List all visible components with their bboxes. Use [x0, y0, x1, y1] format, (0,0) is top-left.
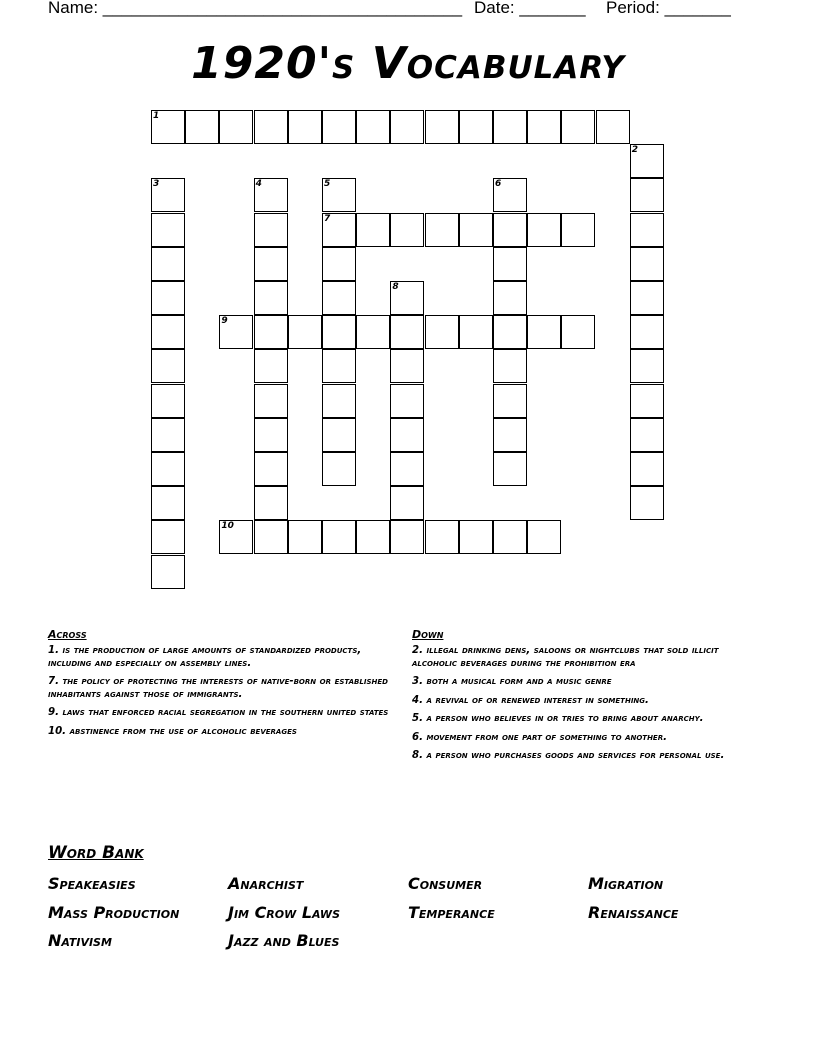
page-title: 1920's Vocabulary — [191, 38, 625, 89]
period-field[interactable]: Period: _______ — [606, 0, 731, 17]
grid-cell[interactable] — [322, 110, 356, 144]
word-bank-item: Renaissance — [588, 903, 679, 922]
grid-cell[interactable] — [493, 452, 527, 486]
clue-down-6: 6. movement from one part of something to another. — [412, 731, 667, 743]
word-bank-item: Mass Production — [48, 903, 180, 922]
grid-cell[interactable] — [493, 110, 527, 144]
grid-cell[interactable] — [630, 384, 664, 418]
grid-cell[interactable] — [493, 247, 527, 281]
grid-cell[interactable] — [630, 213, 664, 247]
grid-cell[interactable] — [630, 486, 664, 520]
grid-cell[interactable] — [493, 281, 527, 315]
grid-cell[interactable] — [151, 281, 185, 315]
grid-cell[interactable] — [425, 520, 459, 554]
clue-number: 6 — [495, 179, 502, 190]
grid-cell[interactable] — [322, 418, 356, 452]
grid-cell[interactable] — [254, 486, 288, 520]
grid-cell[interactable] — [254, 384, 288, 418]
grid-cell[interactable] — [390, 486, 424, 520]
grid-cell[interactable] — [322, 452, 356, 486]
grid-cell[interactable] — [322, 384, 356, 418]
grid-cell[interactable] — [151, 315, 185, 349]
grid-cell[interactable] — [254, 315, 288, 349]
grid-cell[interactable] — [630, 247, 664, 281]
grid-cell[interactable] — [151, 349, 185, 383]
grid-cell[interactable] — [288, 520, 322, 554]
grid-cell[interactable] — [151, 384, 185, 418]
grid-cell[interactable] — [254, 418, 288, 452]
grid-cell[interactable] — [254, 520, 288, 554]
grid-cell[interactable] — [185, 110, 219, 144]
grid-cell[interactable] — [390, 213, 424, 247]
grid-cell[interactable] — [493, 418, 527, 452]
grid-cell[interactable] — [630, 452, 664, 486]
word-bank-item: Jazz and Blues — [228, 931, 340, 950]
grid-cell[interactable] — [493, 315, 527, 349]
clue-number: 9 — [221, 316, 228, 327]
grid-cell[interactable] — [322, 315, 356, 349]
clue-number: 3 — [153, 179, 160, 190]
grid-cell[interactable] — [219, 110, 253, 144]
grid-cell[interactable] — [630, 178, 664, 212]
grid-cell[interactable] — [493, 178, 527, 212]
grid-cell[interactable] — [561, 213, 595, 247]
grid-cell[interactable] — [151, 555, 185, 589]
date-field[interactable]: Date: _______ — [474, 0, 586, 17]
grid-cell[interactable] — [151, 247, 185, 281]
grid-cell[interactable] — [527, 315, 561, 349]
grid-cell[interactable] — [151, 178, 185, 212]
grid-cell[interactable] — [630, 144, 664, 178]
grid-cell[interactable] — [390, 520, 424, 554]
grid-cell[interactable] — [459, 315, 493, 349]
grid-cell[interactable] — [254, 452, 288, 486]
word-bank-item: Jim Crow Laws — [228, 903, 340, 922]
grid-cell[interactable] — [151, 418, 185, 452]
grid-cell[interactable] — [390, 281, 424, 315]
down-heading: Down — [412, 628, 444, 641]
grid-cell[interactable] — [322, 247, 356, 281]
clue-number: 5 — [324, 179, 331, 190]
grid-cell[interactable] — [561, 315, 595, 349]
grid-cell[interactable] — [390, 349, 424, 383]
grid-cell[interactable] — [527, 520, 561, 554]
grid-cell[interactable] — [254, 281, 288, 315]
clue-down-2: 2. illegal drinking dens, saloons or nightclubs that sold illicit alcoholic beverages during the prohibition era — [412, 645, 719, 669]
grid-cell[interactable] — [630, 315, 664, 349]
clue-down-3: 3. both a musical form and a music genre — [412, 676, 612, 687]
grid-cell[interactable] — [356, 315, 390, 349]
clue-across-1: 1. is the production of large amounts of standardized products, including and especially on assembly lines. — [48, 645, 362, 669]
grid-cell[interactable] — [322, 178, 356, 212]
grid-cell[interactable] — [322, 349, 356, 383]
grid-cell[interactable] — [254, 349, 288, 383]
grid-cell[interactable] — [356, 520, 390, 554]
across-clues — [48, 628, 398, 744]
grid-cell[interactable] — [425, 315, 459, 349]
across-heading: Across — [48, 628, 87, 641]
grid-cell[interactable] — [356, 110, 390, 144]
grid-cell[interactable] — [322, 213, 356, 247]
word-bank-item: Temperance — [408, 903, 495, 922]
grid-cell[interactable] — [254, 178, 288, 212]
clue-down-8: 8. a person who purchases goods and services for personal use. — [412, 750, 725, 761]
grid-cell[interactable] — [219, 520, 253, 554]
grid-cell[interactable] — [390, 315, 424, 349]
word-bank-item: Migration — [588, 874, 664, 893]
name-field[interactable]: Name: ______________________________________ — [48, 0, 463, 17]
grid-cell[interactable] — [219, 315, 253, 349]
clue-number: 7 — [324, 213, 331, 224]
grid-cell[interactable] — [151, 486, 185, 520]
grid-cell[interactable] — [561, 110, 595, 144]
grid-cell[interactable] — [425, 213, 459, 247]
grid-cell[interactable] — [356, 213, 390, 247]
down-clues — [412, 628, 762, 769]
grid-cell[interactable] — [493, 349, 527, 383]
grid-cell[interactable] — [151, 213, 185, 247]
grid-cell[interactable] — [288, 110, 322, 144]
grid-cell[interactable] — [493, 384, 527, 418]
grid-cell[interactable] — [630, 281, 664, 315]
clue-down-5: 5. a person who believes in or tries to bring about anarchy. — [412, 713, 704, 724]
grid-cell[interactable] — [493, 520, 527, 554]
grid-cell[interactable] — [288, 315, 322, 349]
grid-cell[interactable] — [254, 247, 288, 281]
grid-cell[interactable] — [390, 384, 424, 418]
clue-number: 1 — [153, 111, 160, 121]
grid-cell[interactable] — [493, 213, 527, 247]
grid-cell[interactable] — [527, 213, 561, 247]
grid-cell[interactable] — [322, 520, 356, 554]
grid-cell[interactable] — [390, 110, 424, 144]
word-bank-title: Word Bank — [48, 843, 144, 863]
grid-cell[interactable] — [596, 110, 630, 144]
clue-across-9: 9. laws that enforced racial segregation in the southern united states — [48, 707, 389, 718]
grid-cell[interactable] — [151, 110, 185, 144]
word-bank-item: Nativism — [48, 931, 112, 950]
grid-cell[interactable] — [254, 110, 288, 144]
grid-cell[interactable] — [630, 418, 664, 452]
grid-cell[interactable] — [254, 213, 288, 247]
word-bank-item: Speakeasies — [48, 874, 136, 893]
grid-cell[interactable] — [151, 452, 185, 486]
grid-cell[interactable] — [630, 349, 664, 383]
clue-number: 2 — [631, 145, 639, 156]
clue-number: 8 — [392, 282, 399, 292]
clue-across-10: 10. abstinence from the use of alcoholic beverages — [48, 725, 297, 737]
grid-cell[interactable] — [527, 110, 561, 144]
word-bank-item: Anarchist — [228, 874, 304, 893]
grid-cell[interactable] — [459, 520, 493, 554]
grid-cell[interactable] — [459, 110, 493, 144]
grid-cell[interactable] — [322, 281, 356, 315]
clue-down-4: 4. a revival of or renewed interest in something. — [412, 694, 649, 706]
clue-number: 4 — [255, 179, 262, 190]
clue-number: 10 — [221, 521, 234, 532]
word-bank-item: Consumer — [408, 874, 483, 893]
grid-cell[interactable] — [390, 418, 424, 452]
clue-across-7: 7. the policy of protecting the interests of native-born or established inhabitants against those of immigrants. — [48, 676, 388, 700]
grid-cell[interactable] — [151, 520, 185, 554]
grid-cell[interactable] — [425, 110, 459, 144]
grid-cell[interactable] — [390, 452, 424, 486]
grid-cell[interactable] — [459, 213, 493, 247]
